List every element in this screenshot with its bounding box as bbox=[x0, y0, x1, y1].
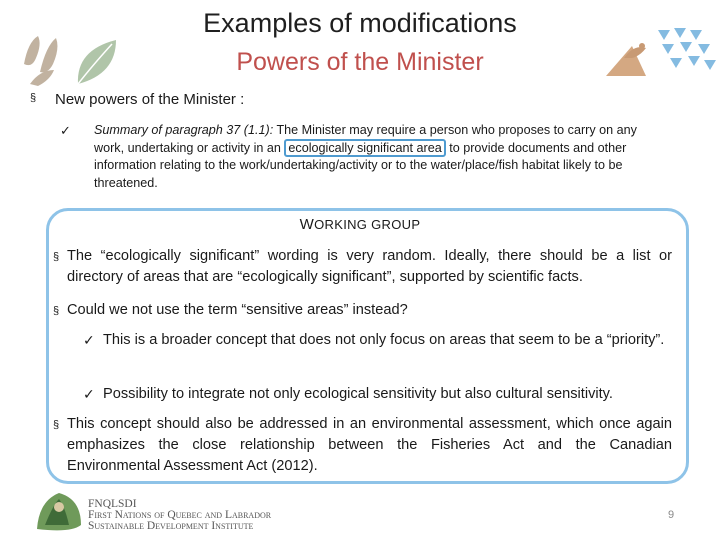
check-icon: ✓ bbox=[83, 332, 95, 348]
footer-org-text bbox=[88, 499, 271, 532]
section-bullet: § bbox=[30, 92, 37, 104]
footer-org-line1: First Nations of Quebec and Labrador bbox=[88, 509, 272, 521]
check-icon: ✓ bbox=[60, 123, 71, 138]
working-group-item-text: Possibility to integrate not only ecological sensitivity but also cultural sensitivity. bbox=[103, 386, 613, 402]
fnqlsdi-logo bbox=[33, 489, 85, 540]
working-group-title: WORKING GROUP bbox=[299, 216, 421, 233]
summary-label: Summary of paragraph 37 (1.1): bbox=[94, 123, 274, 137]
footer-org-short: FNQLSDI bbox=[88, 498, 137, 510]
bullet-icon: § bbox=[53, 305, 60, 317]
footer-org-line2: Sustainable Development Institute bbox=[88, 520, 254, 532]
working-group-item bbox=[53, 414, 672, 477]
summary-text-before: The Minister may require a person who proposes to carry on any work, undertaking or activity in an bbox=[94, 123, 637, 155]
highlighted-term: ecologically significant area bbox=[284, 139, 445, 157]
summary-text-after: to provide documents and other information relating to the work/undertaking/activity or to the water/place/fish habitat likely to be threatened. bbox=[94, 140, 627, 190]
section-heading-text: New powers of the Minister : bbox=[55, 91, 245, 108]
page-number: 9 bbox=[668, 509, 675, 521]
bullet-icon: § bbox=[53, 419, 60, 431]
working-group-subitem bbox=[83, 330, 672, 351]
working-group-item-text: The “ecologically significant” wording is very random. Ideally, there should be a list or directory of areas that are “ecologically significant”, supported by scientific facts. bbox=[67, 248, 672, 285]
slide-title: Examples of modifications bbox=[203, 8, 517, 38]
check-icon: ✓ bbox=[83, 386, 95, 402]
working-group-item-text: This concept should also be addressed in an environmental assessment, which once again emphasizes the close relationship between the Fisheries Act and the Canadian Environmental Assessment Act (2012). bbox=[67, 416, 672, 474]
working-group-subitem bbox=[83, 384, 672, 405]
working-group-item bbox=[53, 300, 672, 321]
summary-paragraph bbox=[60, 122, 660, 193]
working-group-item-text: Could we not use the term “sensitive areas” instead? bbox=[67, 302, 408, 318]
working-group-item bbox=[53, 246, 672, 288]
bullet-icon: § bbox=[53, 251, 60, 263]
working-group-item-text: This is a broader concept that does not only focus on areas that seem to be a “priority”. bbox=[103, 332, 665, 348]
slide-subtitle: Powers of the Minister bbox=[236, 48, 484, 76]
